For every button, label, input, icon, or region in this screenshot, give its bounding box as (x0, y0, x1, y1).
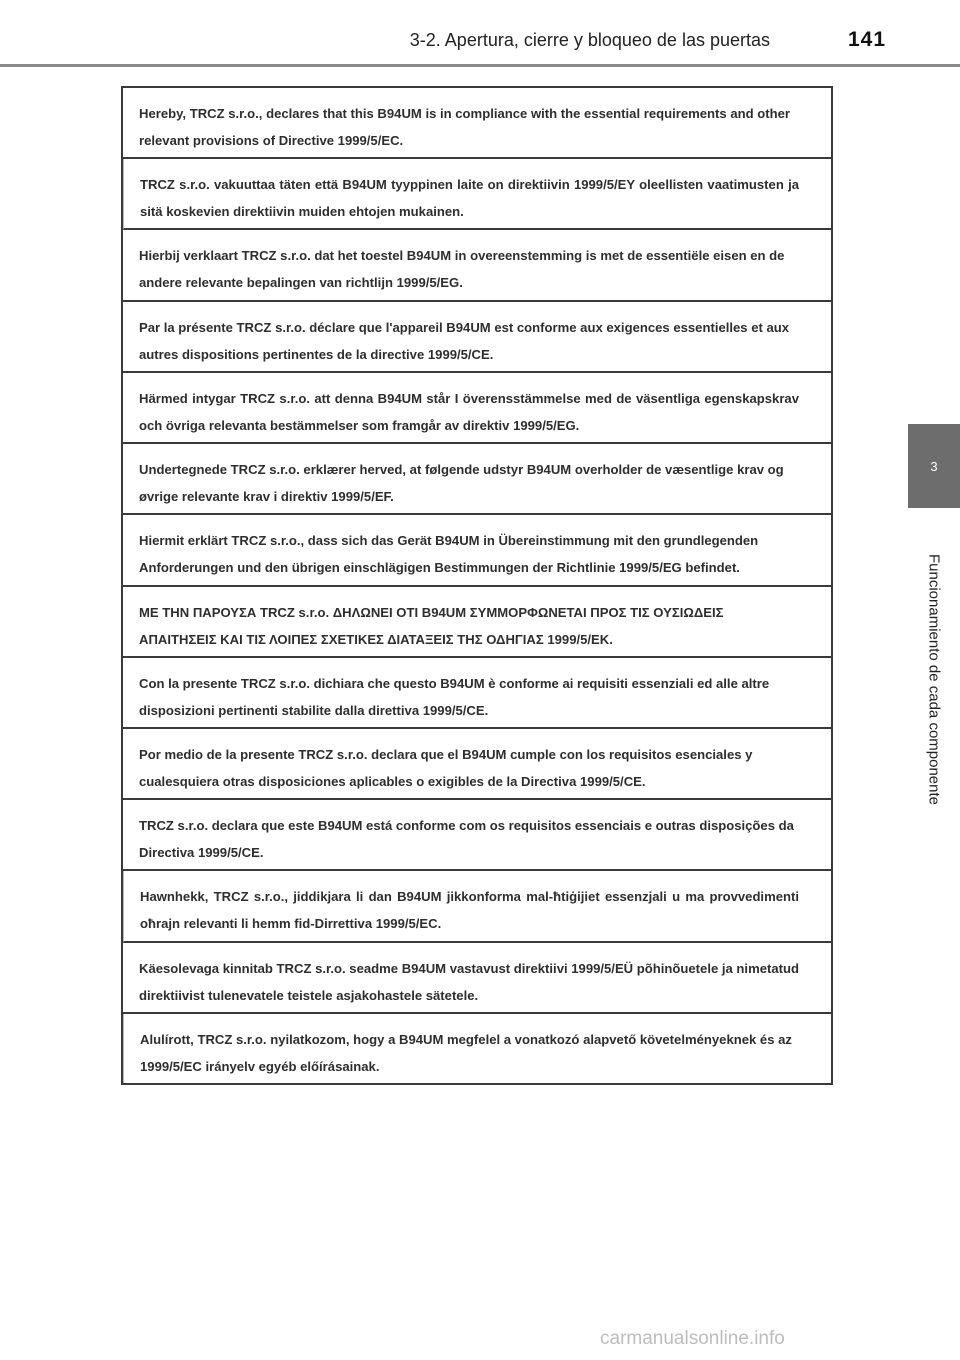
declaration-row-finnish: TRCZ s.r.o. vakuuttaa täten että B94UM tyyppinen laite on direktiivin 1999/5/EY oleellisten vaatimusten ja sitä koskevien direktiivin muiden ehtojen mukainen. (123, 159, 831, 230)
watermark: carmanualsonline.info (600, 1328, 785, 1349)
header-divider (0, 64, 960, 67)
chapter-number: 3 (930, 458, 938, 474)
declaration-row-spanish: Por medio de la presente TRCZ s.r.o. declara que el B94UM cumple con los requisitos esenciales y cualesquiera otras disposiciones aplicables o exigibles de la Directiva 1999/5/CE. (123, 729, 831, 800)
chapter-tab (908, 424, 960, 508)
declaration-row-german: Hiermit erklärt TRCZ s.r.o., dass sich das Gerät B94UM in Übereinstimmung mit den grundlegenden Anforderungen und den übrigen einschlägigen Bestimmungen der Richtlinie 1999/5/EG befindet. (123, 515, 831, 586)
declaration-row-greek: ΜΕ ΤΗΝ ΠΑΡΟΥΣΑ TRCZ s.r.o. ΔΗΛΩΝΕΙ ΟΤΙ B94UM ΣΥΜΜΟΡΦΩΝΕΤΑΙ ΠΡΟΣ ΤΙΣ ΟΥΣΙΩΔΕΙΣ ΑΠΑΙΤΗΣΕΙΣ ΚΑΙ ΤΙΣ ΛΟΙΠΕΣ ΣΧΕΤΙΚΕΣ ΔΙΑΤΑΞΕΙΣ ΤΗΣ ΟΔΗΓΙΑΣ 1999/5/ΕΚ. (123, 587, 831, 658)
declaration-row-estonian: Käesolevaga kinnitab TRCZ s.r.o. seadme B94UM vastavust direktiivi 1999/5/EÜ põhinõuetele ja nimetatud direktiivist tulenevatele teistele asjakohastele sätetele. (123, 943, 831, 1014)
declaration-row-danish: Undertegnede TRCZ s.r.o. erklærer herved, at følgende udstyr B94UM overholder de væsentlige krav og øvrige relevante krav i direktiv 1999/5/EF. (123, 444, 831, 515)
page-number: 141 (848, 28, 887, 51)
declaration-row-maltese: Hawnhekk, TRCZ s.r.o., jiddikjara li dan B94UM jikkonforma mal-ħtiġijiet essenzjali u ma provvedimenti oħrajn relevanti li hemm fid-Dirrettiva 1999/5/EC. (123, 871, 831, 942)
declaration-row-italian: Con la presente TRCZ s.r.o. dichiara che questo B94UM è conforme ai requisiti essenziali ed alle altre disposizioni pertinenti stabilite dalla direttiva 1999/5/CE. (123, 658, 831, 729)
declaration-row-portuguese: TRCZ s.r.o. declara que este B94UM está conforme com os requisitos essenciais e outras disposições da Directiva 1999/5/CE. (123, 800, 831, 871)
declaration-row-dutch: Hierbij verklaart TRCZ s.r.o. dat het toestel B94UM in overeenstemming is met de essentiële eisen en de andere relevante bepalingen van richtlijn 1999/5/EG. (123, 230, 831, 301)
declaration-row-french: Par la présente TRCZ s.r.o. déclare que l'appareil B94UM est conforme aux exigences essentielles et aux autres dispositions pertinentes de la directive 1999/5/CE. (123, 302, 831, 373)
declaration-row-swedish: Härmed intygar TRCZ s.r.o. att denna B94UM står I överensstämmelse med de väsentliga egenskapskrav och övriga relevanta bestämmelser som framgår av direktiv 1999/5/EG. (123, 373, 831, 444)
declaration-row-english: Hereby, TRCZ s.r.o., declares that this B94UM is in compliance with the essential requirements and other relevant provisions of Directive 1999/5/EC. (123, 88, 831, 159)
chapter-title-label (908, 520, 960, 840)
chapter-title: Funcionamiento de cada componente (925, 554, 943, 806)
declaration-row-hungarian: Alulírott, TRCZ s.r.o. nyilatkozom, hogy a B94UM megfelel a vonatkozó alapvető követelményeknek és az 1999/5/EC irányelv egyéb előírásainak. (123, 1014, 831, 1083)
declaration-table (121, 86, 833, 1085)
section-title: 3-2. Apertura, cierre y bloqueo de las puertas (409, 30, 770, 50)
